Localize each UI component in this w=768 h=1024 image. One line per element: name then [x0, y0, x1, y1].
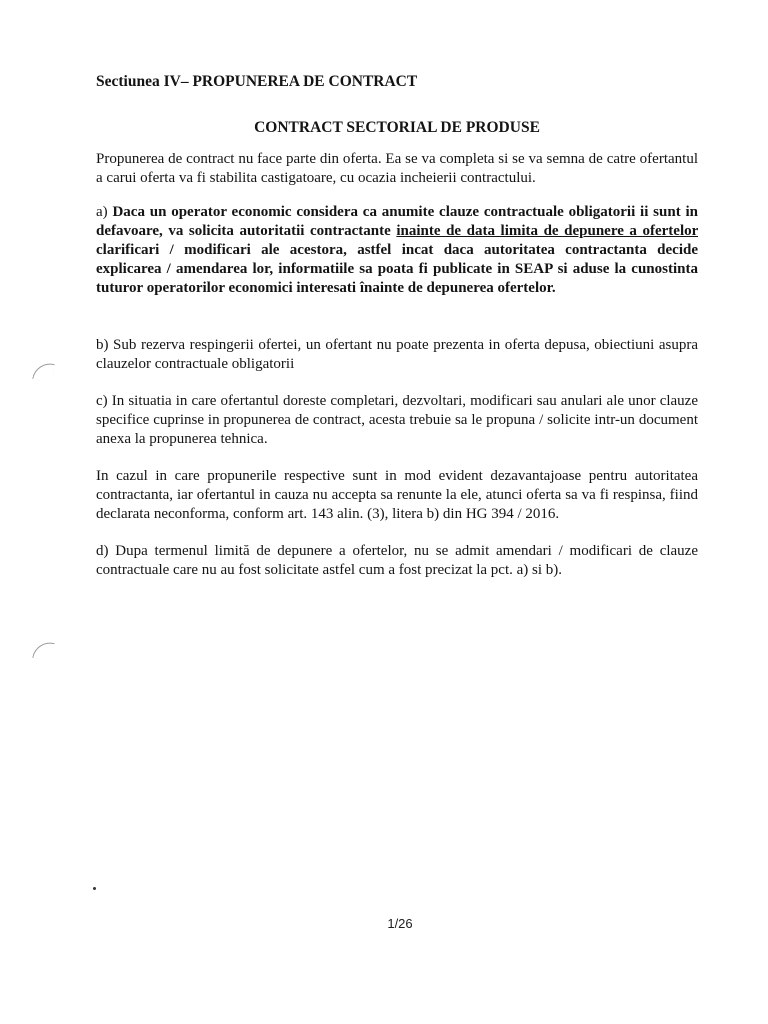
paragraph-b: b) Sub rezerva respingerii ofertei, un ofertant nu poate prezenta in oferta depusa, obiectiuni asupra clauzelor contractuale obligatorii [96, 337, 698, 372]
section-title: Sectiunea IV– PROPUNEREA DE CONTRACT [96, 73, 418, 90]
paragraph-a-prefix: a) [96, 204, 113, 220]
scan-speck [93, 887, 96, 890]
page-number: 1/26 [387, 916, 413, 931]
paragraph-c: c) In situatia in care ofertantul doreste completari, dezvoltari, modificari sau anulari ale unor clauze specifice cuprinse in propunerea de contract, acesta trebuie sa le propuna / solicite intr-un document anexa la propunerea tehnica. [96, 393, 698, 447]
punch-hole-mark [32, 639, 55, 662]
intro-paragraph: Propunerea de contract nu face parte din oferta. Ea se va completa si se va semna de catre ofertantul a carui oferta va fi stabilita castigatoare, cu ocazia incheierii contractului. [96, 151, 698, 186]
paragraph-d: d) Dupa termenul limită de depunere a ofertelor, nu se admit amendari / modificari de clauze contractuale care nu au fost solicitate astfel cum a fost precizat la pct. a) si b). [96, 543, 698, 578]
document-body [96, 72, 698, 580]
paragraph-c-continuation: In cazul in care propunerile respective sunt in mod evident dezavantajoase pentru autoritatea contractanta, iar ofertantul in cauza nu accepta sa renunte la ele, atunci oferta sa va fi respinsa, fiind declarata neconforma, conform art. 143 alin. (3), litera b) din HG 394 / 2016. [96, 468, 698, 522]
paragraph-a-bold-part-2: clarificari / modificari ale acestora, astfel incat daca autoritatea contractanta decide explicarea / amendarea lor, informatiile sa poata fi publicate in SEAP si aduse la cunostinta tuturor operatorilor economici interesati înainte de depunerea ofertelor. [96, 242, 698, 296]
paragraph-a-underlined-deadline: inainte de data limita de depunere a ofertelor [396, 223, 699, 239]
punch-hole-mark [32, 360, 55, 383]
paragraph-a-bold-part-1: Daca un operator economic considera ca anumite clauze contractuale obligatorii ii sunt in defavoare, va solicita autoritatii contractante [96, 204, 698, 239]
paragraph-a [96, 203, 698, 298]
contract-title: CONTRACT SECTORIAL DE PRODUSE [254, 119, 540, 136]
